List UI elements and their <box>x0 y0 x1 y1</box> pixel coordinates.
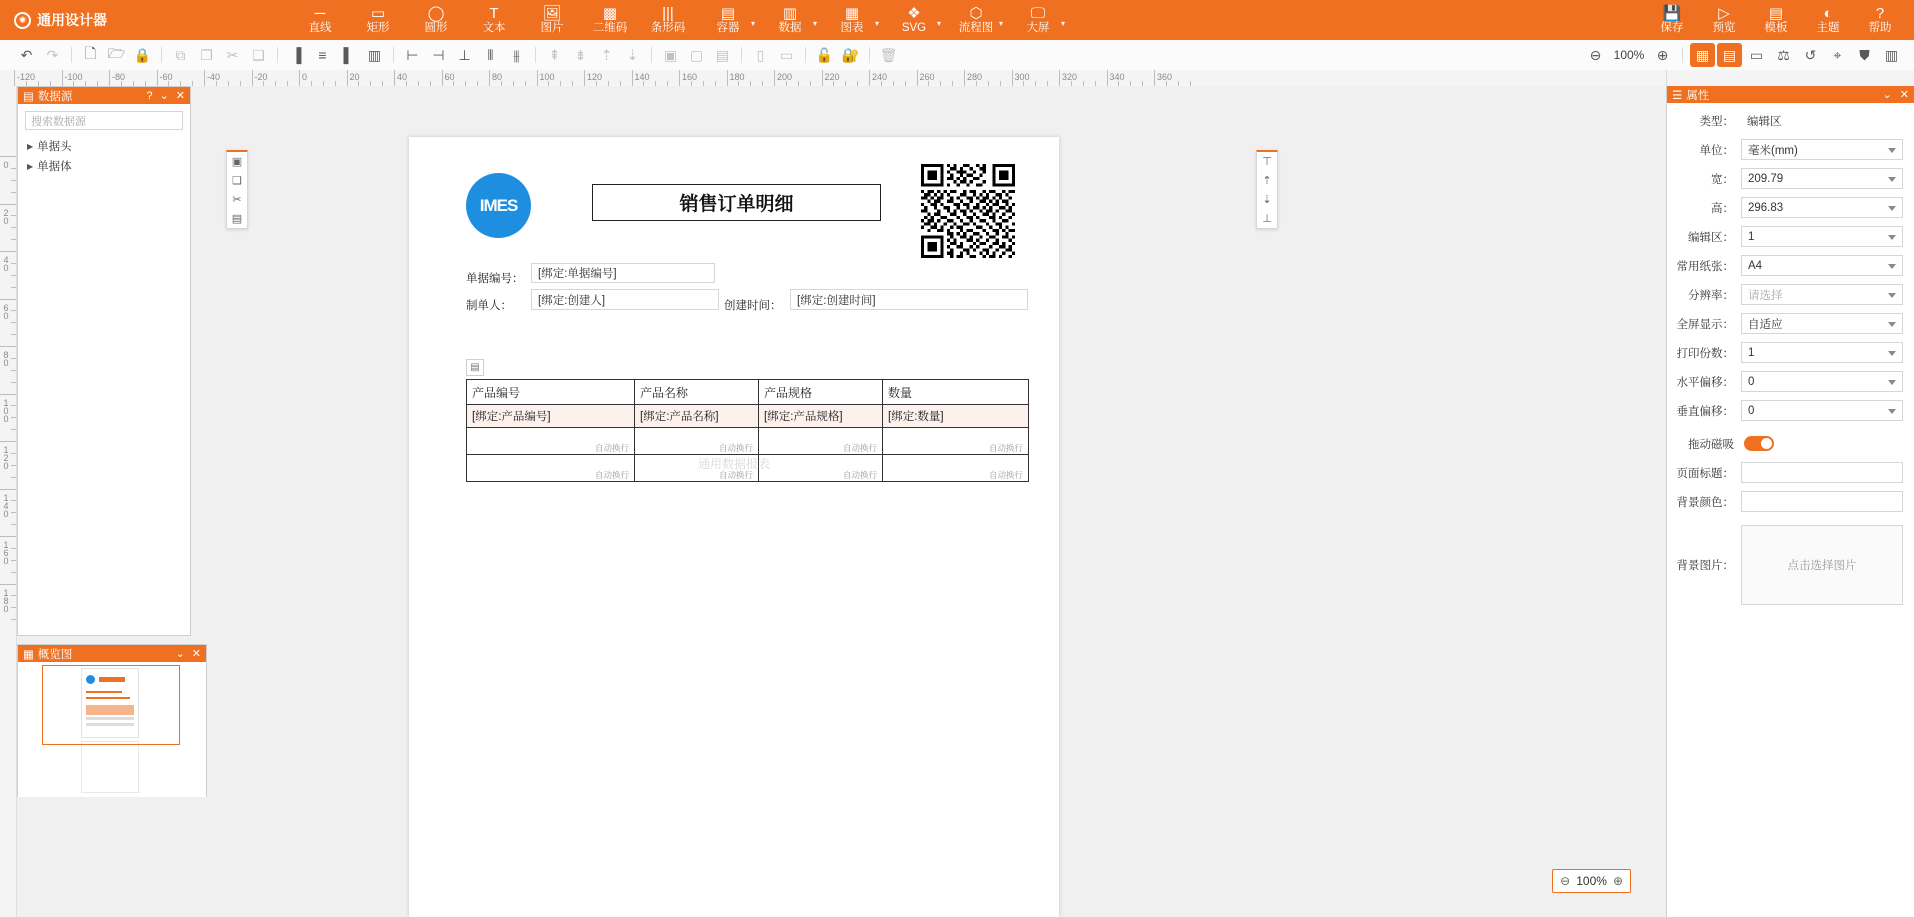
property-label: 常用纸张： <box>1676 260 1734 273</box>
screen-icon: 🖵 <box>1030 4 1046 22</box>
table-row[interactable] <box>467 428 1029 455</box>
ruler-minor-tick <box>11 477 16 478</box>
chevron-down-icon: ▾ <box>998 19 1003 28</box>
overview-panel-header <box>18 645 206 662</box>
ruler-minor-tick <box>11 322 16 323</box>
ruler-minor-tick <box>11 607 16 608</box>
document-title-box[interactable]: 销售订单明细 <box>592 184 881 221</box>
ruler-minor-tick <box>11 287 16 288</box>
chart-icon: ▦ <box>844 4 860 22</box>
property-row-copies <box>1667 341 1914 364</box>
menu-item-template[interactable]: ▤ 模板 <box>1764 4 1788 34</box>
align-top-tool-icon[interactable]: ⊤ <box>1262 156 1272 168</box>
toolbar-divider <box>805 47 806 63</box>
overview-panel <box>17 644 207 797</box>
property-row-v-offset <box>1667 399 1914 422</box>
distribute-h-button[interactable]: ▥ <box>367 46 382 63</box>
property-label: 拖动磁吸 <box>1688 438 1734 451</box>
ruler-minor-tick <box>11 227 16 228</box>
background-image-picker[interactable]: 点击选择图片 <box>1741 525 1903 605</box>
copy-tool-icon[interactable]: ❏ <box>232 175 242 187</box>
ruler-minor-tick <box>11 358 16 359</box>
line-icon: ─ <box>314 4 326 22</box>
unit-select[interactable]: 毫米(mm) <box>1741 139 1903 160</box>
property-label: 类型： <box>1699 115 1734 128</box>
ruler-tick: 180 <box>0 584 16 585</box>
canvas-zoom-control[interactable] <box>1552 869 1631 893</box>
ruler-tick: 360 <box>1154 70 1155 86</box>
new-button[interactable]: 🗋 <box>84 45 97 61</box>
ruler-minor-tick <box>11 192 16 193</box>
open-button[interactable]: 🗁 <box>107 45 126 61</box>
field-value-create-time[interactable]: [绑定:创建时间] <box>790 289 1028 310</box>
unlock-item-button[interactable]: 🔐 <box>841 46 860 63</box>
drag-magnet-toggle[interactable] <box>1744 436 1774 451</box>
rect-icon: ▭ <box>370 4 386 22</box>
zoom-in-icon[interactable]: ⊕ <box>1612 874 1623 888</box>
chevron-right-icon: ▶ <box>27 161 34 171</box>
ruler-tick: 100 <box>537 70 538 86</box>
property-label: 单位： <box>1699 144 1734 157</box>
width-input[interactable]: 209.79 <box>1741 168 1903 189</box>
property-label: 页面标题： <box>1676 467 1734 480</box>
table-cell-bind[interactable]: [绑定:产品编号] <box>467 405 635 428</box>
panel-toggle-button[interactable]: ▥ <box>1884 46 1899 63</box>
delete-button[interactable]: 🗑 <box>879 46 898 63</box>
list-icon: ☰ <box>1672 89 1683 102</box>
redo-button[interactable]: ↷ <box>46 46 59 63</box>
chevron-down-icon: ▾ <box>750 19 755 28</box>
datasource-panel-title: 数据源 <box>37 90 73 103</box>
send-back-button[interactable]: ⇟ <box>574 46 587 63</box>
toolbar-divider <box>393 47 394 63</box>
ruler-minor-tick <box>11 239 16 240</box>
grid-view-button[interactable]: ▦ <box>1690 43 1715 67</box>
toolbar-divider <box>71 47 72 63</box>
toolbar-divider <box>869 47 870 63</box>
property-row-h-offset <box>1667 370 1914 393</box>
property-row-fullscreen <box>1667 312 1914 335</box>
field-label-order-no: 单据编号： <box>466 273 524 285</box>
ruler-tick: 60 <box>0 299 16 300</box>
split-v-button[interactable]: ▭ <box>779 46 794 63</box>
align-left-button[interactable]: ▐ <box>291 47 302 63</box>
field-label-create-time: 创建时间： <box>724 300 782 312</box>
flowchart-icon: ⬡ <box>969 4 983 22</box>
ungroup-button[interactable]: ▢ <box>689 46 704 63</box>
toolbar-divider <box>651 47 652 63</box>
align-bottom-tool-icon[interactable]: ⊥ <box>1262 213 1272 225</box>
toolbar-divider <box>161 47 162 63</box>
toolbar-divider <box>741 47 742 63</box>
align-bottom-button[interactable]: ⊥ <box>458 46 471 63</box>
ruler-tick: 260 <box>917 70 918 86</box>
property-label: 垂直偏移： <box>1676 405 1734 418</box>
ruler-minor-tick <box>11 215 16 216</box>
help-icon[interactable]: ? <box>146 89 153 102</box>
ruler-tick: 120 <box>584 70 585 86</box>
cut-button[interactable]: ✂ <box>226 46 239 63</box>
overview-panel-title: 概览图 <box>37 648 73 661</box>
horizontal-ruler[interactable] <box>0 70 1914 87</box>
ruler-minor-tick <box>11 310 16 311</box>
app-title: 通用设计器 <box>37 12 107 28</box>
ruler-minor-tick <box>11 370 16 371</box>
ruler-minor-tick <box>11 168 16 169</box>
property-value-type: 编辑区 <box>1747 115 1782 128</box>
menu-item-barcode[interactable]: ||| 条形码 <box>650 4 686 34</box>
ruler-minor-tick <box>11 334 16 335</box>
resolution-select[interactable]: 请选择 <box>1741 284 1903 305</box>
cut-tool-icon[interactable]: ✂ <box>232 194 242 206</box>
measure-button[interactable]: ⌖ <box>1833 46 1842 63</box>
zoom-level-label: 100% <box>1613 48 1645 62</box>
ruler-minor-tick <box>11 417 16 418</box>
zoom-out-icon[interactable]: ⊖ <box>1560 874 1571 888</box>
lock-button[interactable]: 🔒 <box>133 46 152 63</box>
ruler-tick: 300 <box>1012 70 1013 86</box>
history-button[interactable]: ↺ <box>1804 46 1817 63</box>
property-row-unit <box>1667 138 1914 161</box>
toolbar-left-group <box>0 43 901 67</box>
circle-icon: ◯ <box>427 4 445 22</box>
table-cell-auto[interactable]: 自动换行 <box>759 455 883 482</box>
detail-table[interactable] <box>466 379 1029 482</box>
magnet-button[interactable]: ⛊ <box>1859 46 1870 63</box>
property-label: 编辑区： <box>1688 231 1734 244</box>
table-cell-auto[interactable]: 自动换行 <box>467 455 635 482</box>
ruler-minor-tick <box>11 453 16 454</box>
lock-item-button[interactable]: 🔓 <box>815 46 834 63</box>
property-row-type <box>1667 109 1914 132</box>
ruler-tick: -120 <box>14 70 15 86</box>
ruler-tick: 200 <box>774 70 775 86</box>
image-icon: 🖼 <box>542 4 562 22</box>
help-icon: ? <box>1875 4 1885 22</box>
property-row-resolution <box>1667 283 1914 306</box>
align-top-button[interactable]: ⊢ <box>406 46 419 63</box>
field-value-order-no[interactable]: [绑定:单据编号] <box>531 263 715 283</box>
property-label: 全屏显示： <box>1676 318 1734 331</box>
same-width-button[interactable]: ⫴ <box>487 46 494 63</box>
theme-icon: ◐ <box>1823 4 1833 22</box>
ruler-minor-tick <box>11 500 16 501</box>
copy-button[interactable]: ⧉ <box>175 46 186 63</box>
table-header-cell[interactable]: 产品名称 <box>635 380 759 405</box>
overview-thumbnail[interactable] <box>18 662 206 797</box>
ruler-tick: -40 <box>204 70 205 86</box>
zoom-out-button[interactable]: ⊖ <box>1589 46 1602 63</box>
toolbar-right-group <box>1583 43 1914 67</box>
canvas-area[interactable] <box>17 86 1666 917</box>
split-h-button[interactable]: ▯ <box>756 46 765 63</box>
vertical-offset-input[interactable]: 0 <box>1741 400 1903 421</box>
overview-viewport-box[interactable] <box>42 665 180 745</box>
layout-button[interactable]: ▤ <box>1717 43 1742 67</box>
print-copies-input[interactable]: 1 <box>1741 342 1903 363</box>
gear-icon: ✺ <box>14 12 31 29</box>
move-down-tool-icon[interactable]: ⇣ <box>1262 194 1272 206</box>
datasource-panel <box>17 86 191 636</box>
ruler-tick: 140 <box>0 489 16 490</box>
ruler-minor-tick <box>11 595 16 596</box>
table-cell-auto[interactable]: 自动换行 <box>759 428 883 455</box>
ruler-tick: -20 <box>252 70 253 86</box>
menu-item-help[interactable]: ? 帮助 <box>1868 4 1892 34</box>
property-row-bg-color <box>1667 490 1914 513</box>
canvas-right-tools[interactable] <box>1256 150 1278 229</box>
property-label: 背景图片： <box>1676 560 1734 572</box>
vertical-ruler[interactable] <box>0 86 17 917</box>
toolbar <box>0 40 1914 71</box>
align-center-h-button[interactable]: ≡ <box>318 47 327 63</box>
field-label-creator: 制单人： <box>466 300 512 312</box>
chevron-down-icon: ▾ <box>1060 19 1065 28</box>
align-right-button[interactable]: ▌ <box>343 47 354 63</box>
ruler-minor-tick <box>11 572 16 573</box>
preview-icon: ▷ <box>1718 4 1730 22</box>
send-backward-button[interactable]: ⇣ <box>626 46 639 63</box>
property-label: 打印份数： <box>1676 347 1734 360</box>
ruler-tick: 160 <box>679 70 680 86</box>
container-icon: ▤ <box>720 4 736 22</box>
table-cell-auto[interactable]: 自动换行 <box>883 428 1029 455</box>
chevron-down-icon: ▾ <box>936 19 941 28</box>
top-right-menu <box>1646 0 1914 40</box>
datasource-panel-header <box>18 87 190 104</box>
ruler-minor-tick <box>11 405 16 406</box>
text-icon: T <box>489 4 499 22</box>
ruler-minor-tick <box>11 429 16 430</box>
top-menu-bar <box>0 0 1914 40</box>
toolbar-divider <box>1682 47 1683 63</box>
bring-forward-button[interactable]: ⇡ <box>600 46 613 63</box>
ruler-tick: 40 <box>394 70 395 86</box>
menu-item-preview[interactable]: ▷ 预览 <box>1712 4 1736 34</box>
collapse-icon[interactable]: ⌄ <box>159 90 169 102</box>
menu-item-container[interactable]: ▤ 容器 ▾ <box>716 4 755 34</box>
ruler-tick: 80 <box>489 70 490 86</box>
ruler-minor-tick <box>11 619 16 620</box>
property-label: 背景颜色： <box>1676 496 1734 509</box>
close-icon[interactable]: ✕ <box>175 90 185 102</box>
edit-area-input[interactable]: 1 <box>1741 226 1903 247</box>
chevron-right-icon: ▶ <box>27 141 34 151</box>
database-icon: ▤ <box>23 90 34 103</box>
company-logo[interactable]: IMES <box>466 173 531 238</box>
design-page[interactable] <box>409 137 1059 917</box>
close-icon[interactable]: ✕ <box>1899 89 1909 101</box>
menu-item-data[interactable]: ▥ 数据 ▾ <box>778 4 817 34</box>
qrcode-image[interactable] <box>921 164 1015 258</box>
menu-item-screen[interactable]: 🖵 大屏 ▾ <box>1026 4 1065 34</box>
canvas-zoom-label: 100% <box>1576 874 1607 888</box>
zoom-in-button[interactable]: ⊕ <box>1656 46 1669 63</box>
horizontal-offset-input[interactable]: 0 <box>1741 371 1903 392</box>
ruler-tick: 120 <box>0 441 16 442</box>
ruler-tick: -100 <box>62 70 63 86</box>
align-middle-button[interactable]: ⊣ <box>432 46 445 63</box>
table-header-cell[interactable]: 产品规格 <box>759 380 883 405</box>
ruler-button[interactable]: ▭ <box>1749 46 1764 63</box>
overview-page-thumb-2 <box>81 741 139 793</box>
undo-button[interactable]: ↶ <box>20 46 33 63</box>
ruler-minor-tick <box>11 382 16 383</box>
ruler-minor-tick <box>11 263 16 264</box>
toolbar-divider <box>535 47 536 63</box>
table-cell-bind[interactable]: [绑定:数量] <box>883 405 1029 428</box>
same-height-button[interactable]: ⫵ <box>513 46 520 63</box>
property-row-edit-area <box>1667 225 1914 248</box>
ruler-tick: 100 <box>0 394 16 395</box>
bring-front-button[interactable]: ⇞ <box>548 46 561 63</box>
ruler-tick: 20 <box>0 204 16 205</box>
table-cell-auto[interactable]: 自动换行 <box>635 428 759 455</box>
ruler-minor-tick <box>11 512 16 513</box>
property-label: 水平偏移： <box>1676 376 1734 389</box>
menu-item-circle[interactable]: ◯ 圆形 <box>424 4 448 34</box>
property-row-height <box>1667 196 1914 219</box>
paper-size-select[interactable]: A4 <box>1741 255 1903 276</box>
ruler-tick: 180 <box>727 70 728 86</box>
collapse-icon[interactable]: ⌄ <box>175 648 185 660</box>
property-label: 高： <box>1711 202 1734 215</box>
ruler-tick: 320 <box>1059 70 1060 86</box>
properties-panel <box>1666 86 1914 917</box>
watermark-text: 通用数据报表 <box>697 457 771 471</box>
property-row-bg-image <box>1667 525 1914 605</box>
chevron-down-icon: ▾ <box>812 19 817 28</box>
table-header-row <box>467 380 1029 405</box>
paste-tool-icon[interactable]: ▤ <box>231 213 243 225</box>
property-row-width <box>1667 167 1914 190</box>
ruler-minor-tick <box>11 548 16 549</box>
barcode-icon: ||| <box>662 4 674 22</box>
background-color-input[interactable] <box>1741 491 1903 512</box>
menu-item-text[interactable]: T 文本 <box>482 4 506 34</box>
menu-item-rect[interactable]: ▭ 矩形 <box>366 4 390 34</box>
ruler-tick: 240 <box>869 70 870 86</box>
tree-item-label: 单据体 <box>37 161 72 173</box>
tree-item-body[interactable] <box>18 156 190 176</box>
ruler-tick: -60 <box>157 70 158 86</box>
properties-panel-header <box>1667 86 1914 103</box>
toolbar-divider <box>277 47 278 63</box>
ruler-tick: 0 <box>299 70 300 86</box>
menu-item-flowchart[interactable]: ⬡ 流程图 ▾ <box>958 4 1003 34</box>
table-cell-auto[interactable]: 自动换行 <box>883 455 1029 482</box>
align-tool-button[interactable]: ⚖ <box>1777 46 1790 63</box>
properties-panel-title: 属性 <box>1686 89 1710 102</box>
table-row[interactable] <box>467 455 1029 482</box>
tree-item-label: 单据头 <box>37 141 72 153</box>
ruler-tick: 40 <box>0 251 16 252</box>
menu-item-save[interactable]: 💾 保存 <box>1660 4 1684 34</box>
table-header-cell[interactable]: 产品编号 <box>467 380 635 405</box>
menu-item-image[interactable]: 🖼 图片 <box>540 4 564 34</box>
duplicate-button[interactable]: ❏ <box>252 46 265 63</box>
field-value-creator[interactable]: [绑定:创建人] <box>531 289 719 310</box>
merge-button[interactable]: ▤ <box>715 46 730 63</box>
menu-item-chart[interactable]: ▦ 图表 ▾ <box>840 4 879 34</box>
ruler-tick: 0 <box>0 156 16 157</box>
datasource-search-input[interactable]: 搜索数据源 <box>25 111 183 130</box>
property-row-magnet <box>1667 432 1914 455</box>
table-cell-bind[interactable]: [绑定:产品规格] <box>759 405 883 428</box>
property-label: 分辨率： <box>1688 289 1734 302</box>
insert-row-icon[interactable]: ▣ <box>231 156 243 168</box>
table-header-cell[interactable]: 数量 <box>883 380 1029 405</box>
fullscreen-select[interactable]: 自适应 <box>1741 313 1903 334</box>
ruler-tick: 140 <box>632 70 633 86</box>
ruler-minor-tick <box>11 465 16 466</box>
ruler-tick: 160 <box>0 536 16 537</box>
menu-item-line[interactable]: ─ 直线 <box>308 4 332 34</box>
table-widget-icon[interactable]: ▤ <box>466 359 484 376</box>
ruler-tick: 60 <box>442 70 443 86</box>
table-row[interactable] <box>467 405 1029 428</box>
property-row-page-title <box>1667 461 1914 484</box>
ruler-tick: 80 <box>0 346 16 347</box>
menu-item-theme[interactable]: ◐ 主题 <box>1816 4 1840 34</box>
ruler-minor-tick <box>11 275 16 276</box>
table-cell-auto[interactable]: 自动换行 <box>635 455 759 482</box>
ruler-tick: 20 <box>347 70 348 86</box>
ruler-minor-tick <box>11 180 16 181</box>
menu-item-qrcode[interactable]: ▩ 二维码 <box>592 4 628 34</box>
ruler-tick: 280 <box>964 70 965 86</box>
ruler-tick: 220 <box>822 70 823 86</box>
ruler-tick: -80 <box>109 70 110 86</box>
page-title-input[interactable] <box>1741 462 1903 483</box>
close-icon[interactable]: ✕ <box>191 648 201 660</box>
tree-item-header[interactable] <box>18 136 190 156</box>
height-input[interactable]: 296.83 <box>1741 197 1903 218</box>
top-menu-items <box>291 0 1069 40</box>
paste-button[interactable]: ❐ <box>200 46 213 63</box>
canvas-left-tools[interactable] <box>226 150 248 229</box>
ruler-tick: 340 <box>1107 70 1108 86</box>
menu-item-svg[interactable]: ❖ SVG ▾ <box>901 4 941 34</box>
grid-icon: ▦ <box>23 648 34 661</box>
app-brand <box>0 10 121 30</box>
move-up-tool-icon[interactable]: ⇡ <box>1262 175 1272 187</box>
svg-icon: ❖ <box>907 4 921 22</box>
save-icon: 💾 <box>1662 4 1682 22</box>
chevron-down-icon: ▾ <box>874 19 879 28</box>
template-icon: ▤ <box>1768 4 1784 22</box>
property-row-paper <box>1667 254 1914 277</box>
property-label: 宽： <box>1711 173 1734 186</box>
qrcode-icon: ▩ <box>602 4 618 22</box>
database-icon: ▥ <box>782 4 798 22</box>
group-button[interactable]: ▣ <box>663 46 678 63</box>
table-cell-bind[interactable]: [绑定:产品名称] <box>635 405 759 428</box>
ruler-minor-tick <box>11 524 16 525</box>
ruler-minor-tick <box>11 560 16 561</box>
table-cell-auto[interactable]: 自动换行 <box>467 428 635 455</box>
collapse-icon[interactable]: ⌄ <box>1882 89 1892 101</box>
